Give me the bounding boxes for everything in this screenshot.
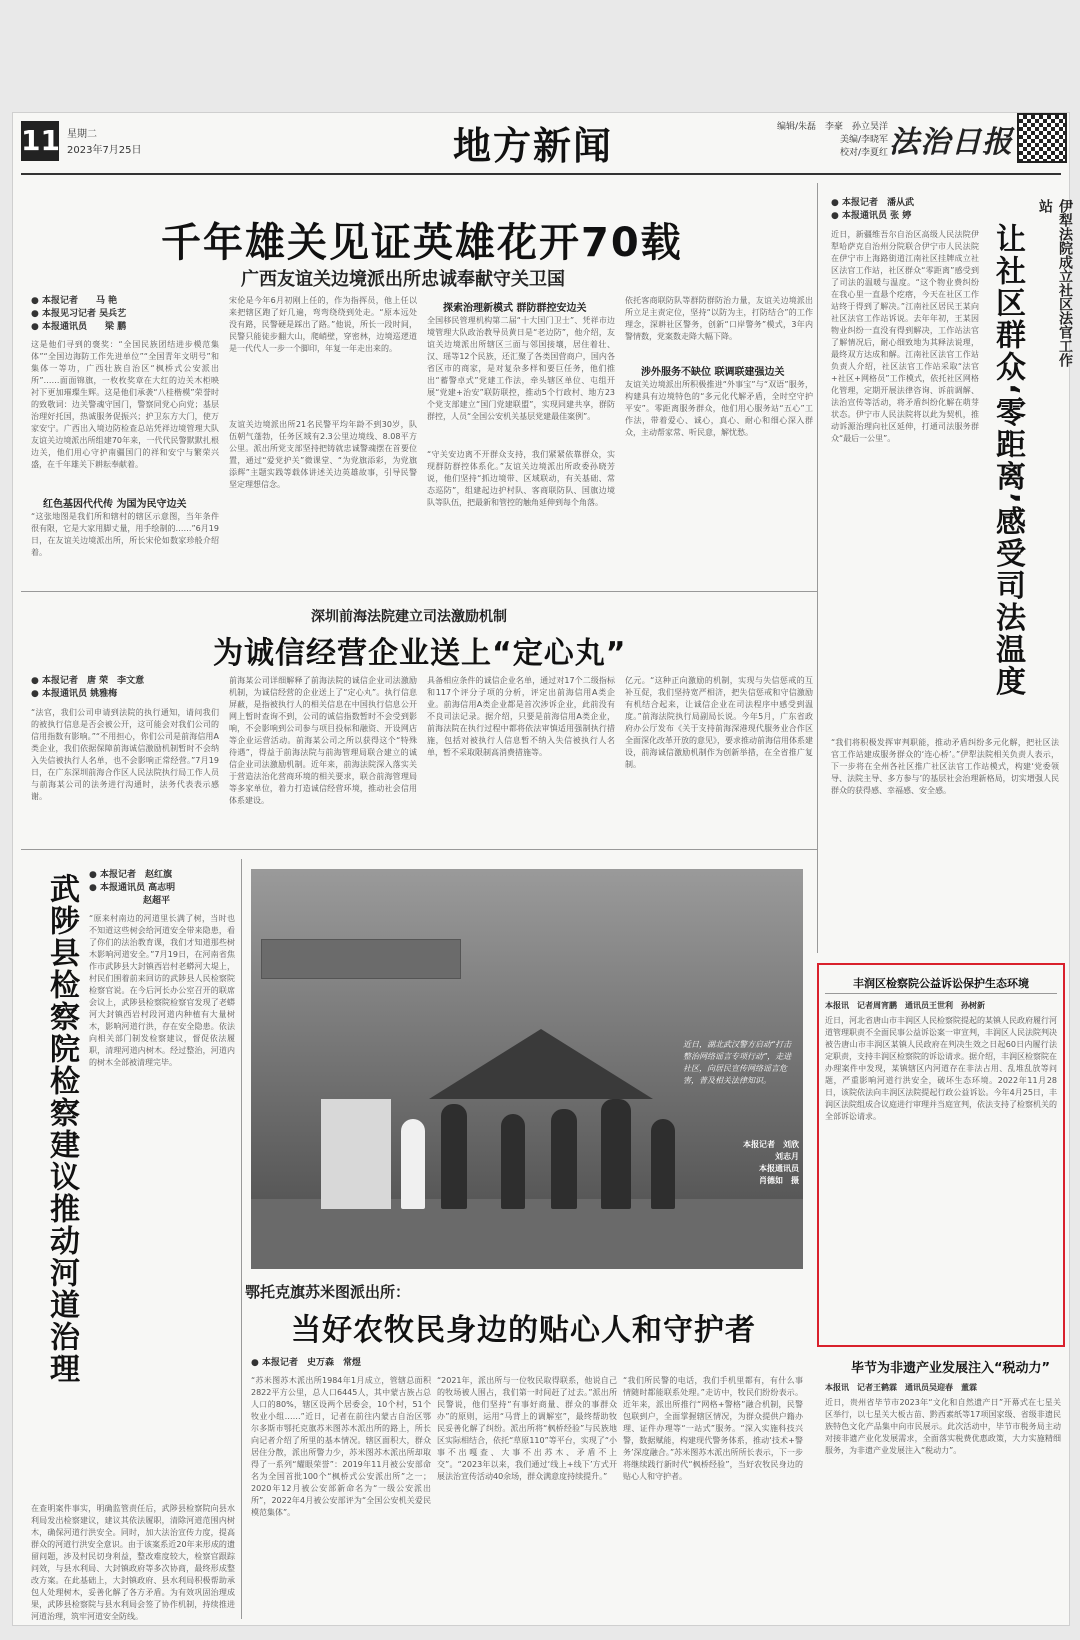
photo-person-shape (601, 1099, 631, 1209)
photo-person-shape (651, 1119, 675, 1209)
article5-kicker: 鄂托克旗苏米图派出所： (245, 1283, 411, 1301)
article1-subtitle: 广西友谊关边境派出所忠诚奉献守关卫国 (241, 269, 565, 290)
article2-col4: 亿元。“这种正向激励的机制，实现与失信惩戒的互补互促，我们坚持宽严相济，把失信惩戒和守信激励有机结合起来，让诚信企业在司法程序中感受到温度。”前海法院执行局副局长说。今年5月，广东省政府办公厅发布《关于支持前海深港现代服务业合作区全面深化改革开放的意见》，要求推动前海信用体系建设，前海诚信激励机制作为创新举措，在全省推广复制。 (625, 676, 813, 769)
article5-col3: “我们所民警的电话，我们手机里都有，有什么事情随时都能联系处理。”走访中，牧民们纷纷表示。近年来，派出所推行“网格+警格”融合机制，民警包联到户，全面掌握辖区情况，为群众提供户籍办理、证件办理等“一站式”服务。“深入实施科技兴警，数据赋能，构建现代警务体系，推动‘技术+警务’深度融合。”苏米图苏木派出所所长表示，下一步将继续践行新时代“枫桥经验”，当好农牧民身边的贴心人和守护者。 (623, 1376, 803, 1481)
article2-col3: 具备相应条件的诚信企业名单，通过对17个二级指标和117个评分子项的分析，评定出前海信用A类企业。前海信用A类企业都是首次涉诉企业，此前没有不良司法记录。据介绍，只要是前海信用A类企业，前海法院在执行过程中都将依法审慎适用强制执行措施，包括对被执行人信息暂不纳入失信被执行人名单，暂不采取限制高消费措施等。 (427, 676, 615, 757)
byline-line: ● 本报记者 赵红旗 (89, 870, 172, 880)
article3-text: 去年年初，王某因物业纠纷一直没有得到解决，工作站法官了解情况后，耐心细致地为其释法说理，最终双方达成和解。江南社区法官工作站负责人介绍，社区法官工作站采取“法官+社区+网格员”工作模式，依托社区网格化管理，定期开展法律咨询、诉前调解、法治宣传等活动，将矛盾纠纷化解在萌芽状态。伊宁市人民法院将以此为契机，推动诉源治理向社区延伸，打通司法服务群众“最后一公里”。 (831, 314, 980, 443)
byline-line: ● 本报记者 潘从武 (831, 198, 914, 208)
header-rule (21, 173, 1061, 175)
article4-col1: “原来村南边的河道里长满了树，当时也不知道这些树会给河道安全带来隐患，看了你们的法治教育课，我们才知道那些树木影响河道安全。”7月19日，在河南省焦作市武陟县大封镇西岩村老蟒河大堤上，村民们围着前来回访的武陟县人民检察院检察官说。在今后河长办公室召开的联席会议上，武陟县检察院检察官发现了老蟒河大封镇西岩村段河道内种植有大量树木，影响河道行洪，存在安全隐患。依法向相关部门制发检察建议，督促依法履职，清理河道内树木。经过整治，河道内的树木全部被清理完毕。 (89, 914, 235, 1067)
article2-col2: 前海某公司详细解释了前海法院的诚信企业司法激励机制，为诚信经营的企业送上了“定心丸”。执行信息屏蔽，是指被执行人的相关信息在中国执行信息公开网上暂时查询不到，公司的诚信指数暂时不会受到影响，不会影响到公司参与项目投标和融资、开设网店等企业运营活动。前海某公司之所以获得这个“特殊待遇”，得益于前海法院与前海管理局联合建立的诚信企业司法激励机制。近年来，前海法院深入落实关于营造法治化营商环境的相关要求，联合前海管理局等多家单位，着力打造诚信经营环境，推动社会信用体系建设。 (229, 676, 417, 805)
byline-line: ● 本报通讯员 姚雅梅 (31, 689, 118, 699)
article4-col2: 在查明案件事实，明确监管责任后，武陟县检察院向县水利局发出检察建议，建议其依法履职，清除河道范围内树木，确保河道行洪安全。同时，加大法治宣传力度，提高群众的河道行洪安全意识。由于该案系近20年来形成的遗留问题，涉及村民切身利益，整改难度较大，检察官跟踪问效，与县水利局、大封镇政府等多次协商，最终形成整改方案。在此基础上，大封镇政府、县水利局积极帮助承包人处理树木，妥善化解了各方矛盾。为有效巩固治理成果，武陟县检察院与县水利局会签了协作机制，持续推进河道治理，筑牢河道安全防线。 (31, 1504, 235, 1621)
article6-body: 近日，贵州省毕节市2023年“文化和自然遗产日”开幕式在七星关区举行，以七星关大板古苗、黔西素纸等17项国家级、省级非遗民族特色文化产品集中向市民展示。此次活动中，毕节市税务局主动对接非遗产业化发展需求，全面落实税费优惠政策，大力实施精细服务，为非遗产业发展注入“税动力”。 (825, 1398, 1061, 1455)
box-body: 近日，河北省唐山市丰润区人民检察院提起的某镇人民政府履行河道管理职责不全面民事公益诉讼案一审宣判，丰润区人民法院判决被告唐山市丰润区某镇人民政府在判决生效之日起60日内履行法定职责，支持丰润区检察院的诉讼请求。据介绍，丰润区检察院在办理案件中发现，某镇辖区内河道存在非法占用、乱堆乱放等问题，严重影响河道行洪安全，破坏生态环境。2022年11月28日，该院依法向丰润区法院提起行政公益诉讼。今年4月25日，丰润区法院组成合议庭进行审理并当庭宣判，依法支持了检察机关的全部诉讼请求。 (825, 1016, 1057, 1121)
article1-col4b: 友谊关边境派出所积极推进“外事宝”与“双语”服务，构建具有边境特色的“多元化代解矛盾，全时空守护平安”。零距离服务群众，他们用心服务站“五心”工作法，带着爱心、诚心，真心、耐心和细心深入群众，主动帮家常、听民意，解忧愁。 (625, 380, 813, 437)
qr-code-icon (1017, 113, 1067, 163)
article6-headline: 毕节为非遗产业发展注入“税动力” (851, 1361, 1051, 1376)
article5-byline: ● 本报记者 史万森 常煜 (251, 1358, 361, 1368)
article4-headline: 武陟县检察院检察建议推动河道治理 (44, 873, 79, 1385)
article2-byline (31, 675, 144, 701)
article2-col1: “法官，我们公司申请到法院的执行通知，请问我们的被执行信息是否会被公开，这可能会对我们公司的信用指数有影响。”“不用担心，你们公司是前海信用A类企业，我们依据保障前海诚信激励机制暂时不会纳入失信被执行人名单，也不会影响正常经营。”7月19日，在广东深圳前海合作区人民法院执行局工作人员与前海某公司的法务进行沟通时，法务代表表示感谢。 (31, 708, 219, 801)
editor-line: 美编/李晓军 (839, 135, 888, 145)
byline-line: ● 本报通讯员 高志明 (89, 883, 176, 893)
photo-ground-shape (251, 1199, 803, 1269)
article3-headline: 让社区群众‘零距离’感受司法温度 (990, 223, 1025, 698)
box-byline: 本报讯 记者周宵鹏 通讯员王世利 孙树新 (825, 1001, 985, 1010)
divider (825, 993, 1057, 994)
page-number: 11 (21, 121, 59, 161)
masthead-logo: 法治日报 (889, 125, 1013, 160)
photo-pavilion-shape (401, 1029, 681, 1099)
weekday: 星期二 (67, 129, 97, 140)
byline-line: ● 本报通讯员 梁 鹏 (31, 322, 127, 332)
section-title: 地方新闻 (453, 123, 614, 168)
photo-person-shape (441, 1104, 467, 1209)
article1-subhead-c: 涉外服务不缺位 联调联建强边关 (641, 367, 785, 378)
photo-person-shape (501, 1114, 525, 1209)
byline-line: ● 本报通讯员 张 婷 (831, 211, 912, 221)
article1-col2b: 友谊关边境派出所21名民警平均年龄不到30岁，队伍朝气蓬勃，任务区域有2.3公里边境线、8.08平方公里。派出所党支部坚持把铸就忠诚警魂摆在首要位置，通过“爱党护关”微课堂、“为党旗添彩，为党旗添辉”主题实践等载体讲述关边英雄故事，引导民警坚定理想信念。 (229, 420, 417, 489)
article5-col2: “2021年，派出所与一位牧民取得联系，他说自己的牧场被人围占，我们第一时间赶了过去。”派出所民警说，他们坚持“有事好商量、群众的事群众办”的原则，运用“马背上的调解室”，最终帮助牧民妥善化解了纠纷。派出所将“枫桥经验”与民族地区实际相结合，依托“草原110”等平台，实现了“小事不出嘎查、大事不出苏木、矛盾不上交”。“2023年以来，我们通过‘线上+线下’方式开展法治宣传活动40余场，群众满意度持续提升。” (437, 1376, 617, 1481)
article1-col3b: “守关安边离不开群众支持，我们紧紧依靠群众，实现群防群控体系化。”友谊关边境派出所政委孙晓芳说，他们坚持“抓边境带、区域联动，有关基础、常态巡防”，组建起边护村队、客商联防队、国旗边境队等队伍，把最新和管控的触角延伸到每个角落。 (427, 450, 615, 507)
article5-col1: “苏米图苏木派出所1984年1月成立，管辖总面积2822平方公里，总人口6445人，其中蒙古族占总人口的80%，辖区设两个居委会，10个村，51个牧业小组……”近日，记者在前往内蒙古自治区鄂尔多斯市鄂托克旗苏米图苏木派出所的路上，所长向记者介绍了所里的基本情况。辖区面积大，群众居住分散，派出所警力少，苏米图苏木派出所却取得了一系列“耀眼荣誉”：2019年11月被公安部命名为全国首批100个“枫桥式公安派出所”之一；2020年12月被公安部新命名为“一级公安派出所”，2022年4月被公安部评为“全国公安机关爱民模范集体”。 (251, 1376, 431, 1517)
article3-col3: “我们将积极发挥审判职能，推动矛盾纠纷多元化解，把社区法官工作站建成服务群众的‘连心桥’。”伊犁法院相关负责人表示，下一步将在全州各社区推广社区法官工作站模式，构建‘党委领导、法院主导、多方参与’的基层社会治理新格局，切实增强人民群众的获得感、幸福感、安全感。 (831, 738, 1059, 795)
article2-kicker: 深圳前海法院建立司法激励机制 (311, 609, 507, 625)
photo-credit: 本报记者 刘欣 刘志月 本报通讯员 肖德如 摄 (743, 1140, 799, 1185)
column-rule (817, 183, 818, 953)
editor-line: 校对/李夏红 (839, 148, 888, 158)
article1-col2: 宋伦是今年6月初刚上任的，作为指挥员，他上任以来把辖区跑了好几遍，弯弯绕绕到处走。“原本远处没有路，民警硬是踩出了路。”他说，所长一段时间，民警只能徒步翻大山，爬峭壁，穿密林，边境巡逻道是一代代人一步一个脚印，年复一年走出来的。 (229, 296, 417, 353)
article1-col1: 这是他们寻到的褒奖：“全国民族团结进步模范集体”“全国边海防工作先进单位”“全国青年文明号”和集体一等功，广西壮族自治区“枫桥式公安派出所”……面面锦旗，一枚枚奖章在大红的边关木柜映衬下更加璀璨生辉。这是他们承袭“八桂楷模”荣誉时的致敬词：边关警魂守国门，警察同党心向党；基层治理好托国，热诚服务促振兴；护卫东方大门，使万家安宁。广西出入境边防检查总站凭祥边境管理大队友谊关边境派出所组建70年来，一代代民警默默扎根边关，他们用心守护南疆国门的祥和安宁与繁荣兴盛，在千年雄关下耕耘奉献着。 (31, 340, 219, 469)
article4-byline (89, 869, 175, 908)
byline-line: 赵超平 (89, 896, 171, 906)
newspaper-page (12, 112, 1073, 1626)
article6-byline: 本报讯 记者王鹤霖 通讯员吴迎春 董霖 (825, 1383, 977, 1392)
divider (21, 849, 817, 850)
article1-byline (31, 295, 126, 334)
byline-line: ● 本报见习记者 吴兵艺 (31, 309, 127, 319)
article3-text: 近日，新疆维吾尔自治区高级人民法院伊犁哈萨克自治州分院联合伊宁市人民法院在伊宁市上海路街道江南社区挂牌成立社区法官工作站，社区群众“零距离”感受到了司法的温暖与温度。“这个物业费纠纷在我心里一直悬个疙瘩，今天在社区工作站终于得到了解决。”江南社区居民王某向社区法官工作站诉说。 (831, 230, 979, 323)
article1-subhead-a: 红色基因代代传 为国为民守边关 (43, 499, 187, 510)
photo-person-shape (551, 1109, 577, 1209)
article1-headline: 千年雄关见证英雄花开70载 (161, 220, 683, 266)
box-headline: 丰润区检察院公益诉讼保护生态环境 (853, 977, 1029, 990)
article5-headline: 当好农牧民身边的贴心人和守护者 (291, 1313, 756, 1348)
article1-subhead-b: 探索治理新模式 群防群控安边关 (443, 303, 587, 314)
photo-board-shape (321, 1099, 391, 1209)
news-photo (251, 869, 803, 1269)
article3-byline (831, 197, 914, 223)
byline-line: ● 本报记者 马 艳 (31, 296, 118, 306)
photo-banner-shape (261, 939, 461, 979)
editor-line: 编辑/朱磊 李豪 孙立昊洋 (776, 122, 888, 132)
article3-col1 (831, 229, 979, 729)
issue-date: 2023年7月25日 (67, 145, 142, 156)
photo-caption: 近日，湖北武汉警方启动“打击整治网络谣言专项行动”，走进社区，向居民宣传网络谣言危害，普及相关法律知识。 (683, 1040, 792, 1085)
byline-line: ● 本报记者 唐 荣 李文意 (31, 676, 145, 686)
divider (21, 591, 817, 592)
article1-col3: 全国移民管理机构第二届“十大国门卫士”、凭祥市边境管理大队政治教导员黄日是“老边防”，他介绍，友谊关边境派出所辖区三面与邻国接壤，居住着壮、汉、瑶等12个民族，还汇聚了各类国营商户，国内各省区市的商家，是对复杂多样和要巨任务，他们推出“蓄警卓式”党建工作法，牵头辖区单位、屯组开展“党建+治安”联防联控，推动5个行政村、地方23个党支部建立“国门党建联盟”，实现同建共享，群防群控，人员“全国公安机关基层党建最佳案例”。 (427, 316, 615, 421)
column-rule (241, 859, 242, 1619)
article2-headline: 为诚信经营企业送上“定心丸” (213, 636, 627, 671)
photo-person-shape (401, 1119, 425, 1209)
article1-col1b: “这张地图是我们所和辖村的辖区示意图，当年条件很有限，它是大家用脚丈量，用手绘制的……”6月19日，在友谊关边境派出所，所长宋伦如数家珍般介绍着。 (31, 512, 219, 557)
article1-col4: 依托客商联防队等群防群防治力量，友谊关边境派出所立足主责定位，坚持“以防为主，打防结合”的工作理念，深耕社区警务，创新“口岸警务”模式，3年内警情数，党案数走降大幅下降。 (625, 296, 813, 341)
article3-subtitle: 伊犁法院成立社区法官工作站 (1037, 199, 1073, 367)
editor-credits (753, 121, 888, 160)
